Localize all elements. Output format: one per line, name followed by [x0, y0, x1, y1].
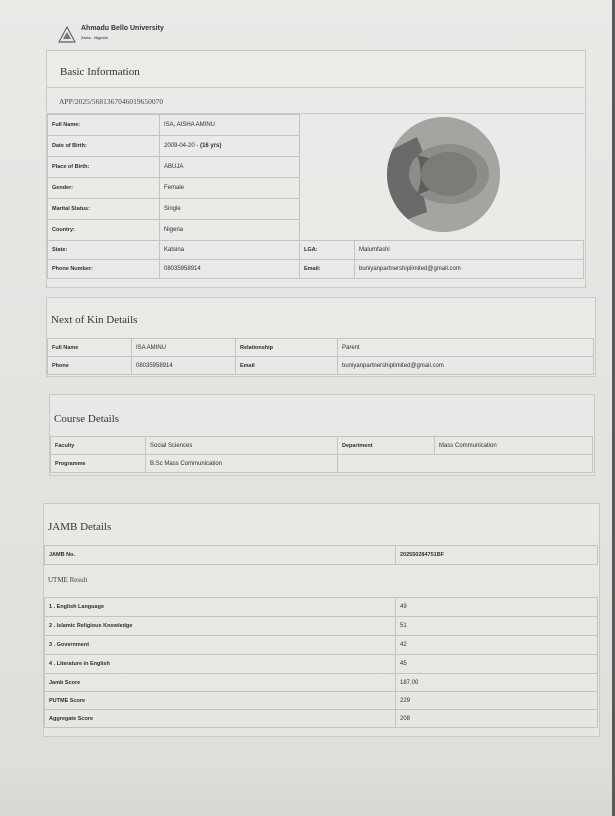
table-row [45, 692, 598, 710]
jamb-score-label: Jamb Score [45, 674, 396, 692]
kin-full-name-value: ISA AMINU [132, 339, 236, 357]
state-label: State: [48, 241, 160, 260]
state-value: Katsina [160, 241, 300, 260]
table-row [48, 157, 300, 178]
subject-2-label: 2 . Islamic Religious Knowledge [45, 617, 396, 636]
department-value: Mass Communication [435, 437, 593, 455]
university-location: Zaria - Nigeria [81, 35, 108, 40]
table-row [45, 546, 598, 565]
subject-3-score: 42 [396, 636, 598, 655]
aggregate-score-value: 208 [396, 710, 598, 728]
table-row [45, 710, 598, 728]
table-row [48, 178, 300, 199]
programme-empty-cell [338, 455, 593, 473]
dob-value: 2009-04-20 - [164, 143, 201, 149]
marital-status-value: Single [160, 199, 300, 220]
jamb-no-label: JAMB No. [45, 546, 396, 565]
country-label: Country: [48, 220, 160, 241]
dob-cell [160, 136, 300, 157]
lga-value: Malumfashi [355, 241, 584, 260]
dob-label: Date of Birth: [48, 136, 160, 157]
applicant-photo [387, 117, 500, 232]
page-shadow [0, 760, 612, 816]
kin-email-value: buniyanpartnershiplimited@gmail.com [338, 357, 594, 375]
kin-phone-value: 08035958914 [132, 357, 236, 375]
jamb-no-value: 202550284751BF [396, 546, 598, 565]
age-value: (16 yrs) [200, 143, 222, 149]
basic-info-table [47, 114, 300, 241]
place-of-birth-value: ABUJA [160, 157, 300, 178]
table-row [45, 674, 598, 692]
jamb-score-value: 187.00 [396, 674, 598, 692]
phone-value: 08035958914 [160, 260, 300, 279]
university-name: Ahmadu Bello University [81, 25, 164, 32]
subject-4-label: 4 . Literature in English [45, 655, 396, 674]
table-row [51, 455, 593, 473]
putme-score-label: PUTME Score [45, 692, 396, 710]
contact-table [47, 240, 584, 279]
table-row [48, 199, 300, 220]
application-number: APP/2025/5681367046019650070 [59, 97, 164, 106]
table-row [45, 655, 598, 674]
table-row [45, 617, 598, 636]
table-row [48, 339, 594, 357]
subject-3-label: 3 . Government [45, 636, 396, 655]
email-value: buniyanpartnershiplimited@gmail.com [355, 260, 584, 279]
subject-4-score: 45 [396, 655, 598, 674]
next-of-kin-title: Next of Kin Details [51, 314, 138, 326]
utme-result-table [44, 597, 598, 728]
putme-score-value: 229 [396, 692, 598, 710]
programme-label: Programme [51, 455, 146, 473]
kin-relationship-label: Relationship [236, 339, 338, 357]
department-label: Department [338, 437, 435, 455]
gender-value: Female [160, 178, 300, 199]
place-of-birth-label: Place of Birth: [48, 157, 160, 178]
table-row [45, 598, 598, 617]
subject-1-label: 1 . English Language [45, 598, 396, 617]
marital-status-label: Marital Status: [48, 199, 160, 220]
table-row [45, 636, 598, 655]
next-of-kin-table [47, 338, 594, 375]
table-row [48, 260, 584, 279]
kin-email-label: Email [236, 357, 338, 375]
course-details-table [50, 436, 593, 473]
email-label: Email: [300, 260, 355, 279]
subject-2-score: 51 [396, 617, 598, 636]
university-logo-icon [57, 25, 77, 45]
programme-value: B.Sc Mass Communication [146, 455, 338, 473]
gender-label: Gender: [48, 178, 160, 199]
full-name-value: ISA, AISHA AMINU [160, 115, 300, 136]
full-name-label: Full Name: [48, 115, 160, 136]
course-details-title: Course Details [54, 413, 120, 425]
kin-phone-label: Phone [48, 357, 132, 375]
table-row [48, 220, 300, 241]
jamb-number-table [44, 545, 598, 565]
table-row [48, 357, 594, 375]
country-value: Nigeria [160, 220, 300, 241]
subject-1-score: 49 [396, 598, 598, 617]
faculty-value: Social Sciences [146, 437, 338, 455]
kin-relationship-value: Parent [338, 339, 594, 357]
applicant-photo-image [387, 117, 500, 232]
table-row [51, 437, 593, 455]
jamb-details-title: JAMB Details [48, 521, 112, 533]
utme-result-title: UTME Result [48, 576, 88, 584]
basic-information-title: Basic Information [60, 66, 140, 78]
phone-label: Phone Number: [48, 260, 160, 279]
lga-label: LGA: [300, 241, 355, 260]
table-row [48, 241, 584, 260]
table-row [48, 115, 300, 136]
table-row [48, 136, 300, 157]
aggregate-score-label: Aggregate Score [45, 710, 396, 728]
kin-full-name-label: Full Name [48, 339, 132, 357]
faculty-label: Faculty [51, 437, 146, 455]
